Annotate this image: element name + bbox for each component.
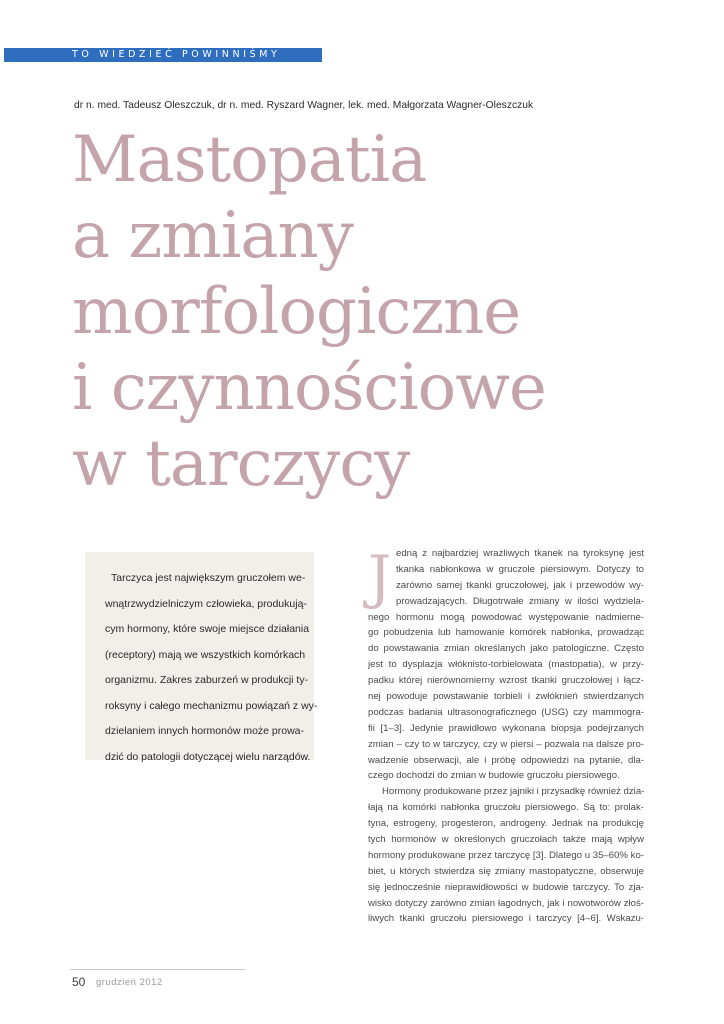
title-line: morfologiczne: [72, 275, 521, 349]
body-line: edną z najbardziej wrażliwych tkanek na tyroksynę jest: [396, 548, 644, 559]
body-line: Hormony produkowane przez jajniki i przysadkę również dzia-: [382, 786, 644, 798]
body-line: go pobudzenia lub hamowanie komórek nabłonka, prowadząc: [368, 627, 644, 639]
article-title: [72, 122, 712, 502]
footer-rule: [70, 969, 245, 970]
lead-box: [85, 552, 318, 763]
title-line: a zmiany: [72, 199, 353, 273]
title-line: w tarczycy: [72, 427, 410, 501]
body-line: padku której nierównomierny wzrost tkanki gruczołowej i łącz-: [368, 675, 644, 687]
body-line: łają na komórki nabłonka gruczołu piersiowego. Są to: prolak-: [368, 802, 644, 814]
body-line: liwych tkanki gruczołu piersiowego i tarczycy [4–6]. Wskazu-: [368, 913, 644, 925]
body-line: się jednocześnie nieprawidłowości w budowie tarczycy. To zja-: [368, 881, 644, 893]
body-column: [368, 543, 644, 927]
body-line: tkanka nabłonkowa w gruczole piersiowym. Dotyczy to: [396, 563, 644, 575]
body-line: tyna, estrogeny, progesteron, androgeny. Jednak na produkcję: [368, 818, 644, 830]
authors-line: dr n. med. Tadeusz Oleszczuk, dr n. med. Ryszard Wagner, lek. med. Małgorzata Wagner-Oleszczuk: [74, 100, 534, 111]
body-line: prowadzających. Długotrwałe zmiany w ilości wydziela-: [396, 595, 644, 607]
title-line: i czynnościowe: [72, 351, 546, 425]
body-line: do powstawania zmian określanych jako patologiczne. Często: [368, 643, 644, 655]
issue-date: grudzień 2012: [96, 977, 163, 988]
lead-line: wnątrzwydzielniczym człowieka, produkują-: [105, 597, 307, 610]
body-line: zmian – czy to w tarczycy, czy w piersi – pozwala na dalsze pro-: [368, 738, 644, 750]
title-line: Mastopatia: [72, 123, 427, 197]
drop-cap: J: [368, 543, 392, 611]
body-line: wadzenie obserwacji, ale i próbę odpowiedzi na pytanie, dla-: [368, 754, 644, 766]
body-line: nego hormonu mogą powodować występowanie nadmierne-: [368, 611, 644, 623]
section-label: TO WIEDZIEĆ POWINNIŚMY: [72, 49, 281, 60]
body-line: wisko dotyczy zarówno zmian łagodnych, jak i nowotworów złoś-: [368, 897, 644, 909]
lead-line: (receptory) mają we wszystkich komórkach: [105, 648, 306, 661]
lead-line: cym hormony, które swoje miejsce działania: [105, 623, 310, 635]
lead-line: organizmu. Zakres zaburzeń w produkcji ty-: [105, 674, 309, 686]
body-line: fii [1–3]. Jedynie prawidłowo wykonana biopsja podejrzanych: [368, 722, 644, 734]
body-line: zarówno samej tkanki gruczołowej, jak i przewodów wy-: [396, 579, 644, 591]
body-line: podczas badania ultrasonograficznego (USG) czy mammogra-: [368, 706, 644, 718]
body-line: jest to dysplazja włóknisto-torbielowata (mastopatia), w przy-: [368, 659, 644, 671]
body-line: tych hormonów w określonych gruczołach także mają wpływ: [368, 834, 644, 846]
lead-line: dzić do patologii dotyczącej wielu narządów.: [105, 750, 311, 763]
lead-line: dzielaniem innych hormonów może prowa-: [105, 725, 305, 737]
section-band: [4, 48, 322, 62]
page-number: 50: [72, 975, 86, 989]
lead-line: Tarczyca jest największym gruczołem we-: [111, 572, 306, 584]
body-line: biet, u których stwierdza się zmiany mastopatyczne, obserwuje: [368, 865, 644, 877]
body-line: czego dochodzi do zmian w budowie gruczołu piersiowego.: [368, 770, 620, 782]
body-line: hormony produkowane przez tarczycę [3]. Dlatego u 35–60% ko-: [368, 849, 644, 861]
body-line: nej powoduje powstawanie torbieli i zwłóknień stwierdzanych: [368, 691, 644, 703]
lead-line: roksyny i całego mechanizmu powiązań z wy-: [105, 699, 318, 712]
